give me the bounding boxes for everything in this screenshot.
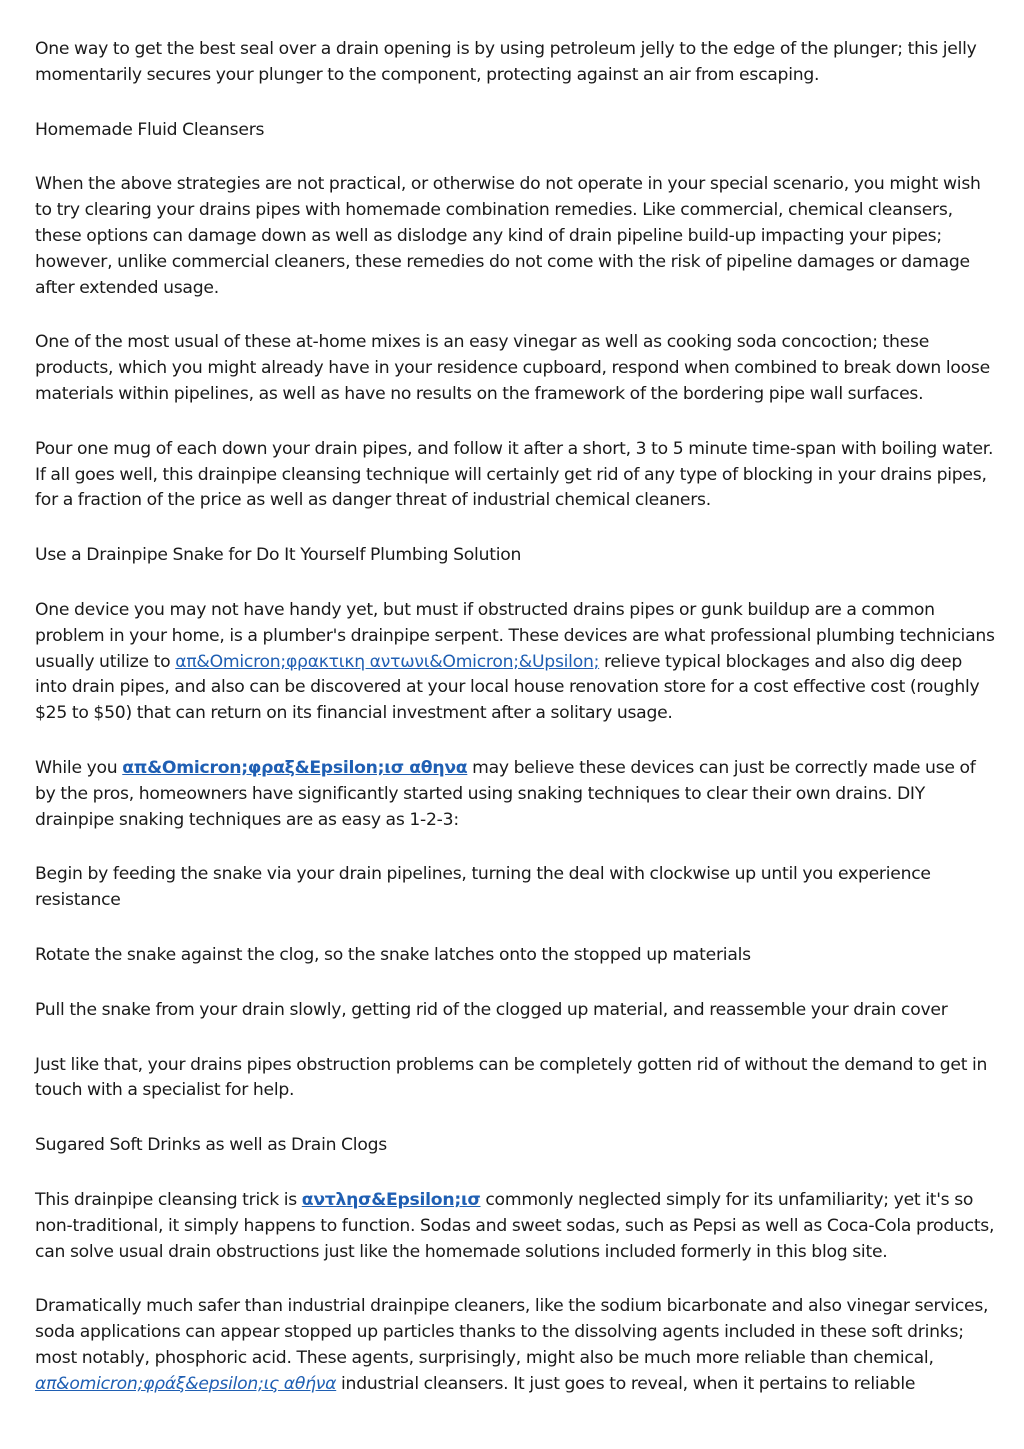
paragraph-homemade-remedies: When the above strategies are not practical, or otherwise do not operate in your special scenario, you might wish to try clearing your drains pipes with homemade combination remedies. Like commercial, chemical cleansers, these options can damage down as well as dislodge any kind of drain pipeline build-up impacting your pipes; however, unlike commercial cleaners, these remedies do not come with the risk of pipeline damages or damage after extended usage.: [35, 174, 981, 298]
paragraph-vinegar-soda: One of the most usual of these at-home mixes is an easy vinegar as well as cooking soda concoction; these products, which you might already have in your residence cupboard, respond when combined to break down loose materials within pipelines, as well as have no results on the framework of the bordering pipe wall surfaces.: [35, 332, 990, 404]
text-segment: While you: [35, 757, 123, 778]
paragraph-safer-than-industrial: [35, 1294, 995, 1397]
paragraph-just-like-that: Just like that, your drains pipes obstruction problems can be completely gotten rid of without the demand to get in touch with a specialist for help.: [35, 1054, 988, 1101]
article-body: [35, 37, 995, 1426]
paragraph-step-three: Pull the snake from your drain slowly, getting rid of the clogged up material, and reassemble your drain cover: [35, 999, 948, 1020]
text-segment: commonly neglected simply for its unfamiliarity; yet it's so non-traditional, it simply happens to function. Sodas and sweet sodas, such as Pepsi as well as Coca-Cola products, can solve usual drain obstructions just like the homemade solutions included formerly in this blog site.: [35, 1189, 995, 1262]
inline-link-pumps[interactable]: αντλησ&Epsilon;ισ: [301, 1189, 481, 1210]
inline-link-unclogging-athens[interactable]: απ&Omicron;φραξ&Epsilon;ισ αθηνα: [122, 757, 468, 778]
inline-link-unclogging[interactable]: απ&Omicron;φρακτικη αντωνι&Omicron;&Upsilon;: [175, 651, 600, 672]
heading-drainpipe-snake: Use a Drainpipe Snake for Do It Yourself Plumbing Solution: [35, 545, 522, 566]
paragraph-soda-trick: [35, 1188, 995, 1265]
text-segment: This drainpipe cleansing trick is: [35, 1189, 302, 1210]
paragraph-pour-mug: Pour one mug of each down your drain pipes, and follow it after a short, 3 to 5 minute time-span with boiling water. If all goes well, this drainpipe cleansing technique will certainly get rid of any type of blocking in your drains pipes, for a fraction of the price as well as danger threat of industrial chemical cleaners.: [35, 438, 994, 511]
text-segment: relieve typical blockages and also dig deep into drain pipes, and also can be discovered at your local house renovation store for a cost effective cost (roughly $25 to $50) that can return on its financial investment after a solitary usage.: [35, 651, 980, 724]
heading-soft-drinks: Sugared Soft Drinks as well as Drain Clogs: [35, 1135, 387, 1156]
heading-homemade-cleansers: Homemade Fluid Cleansers: [35, 119, 265, 140]
text-segment: One device you may not have handy yet, but must if obstructed drains pipes or gunk buildup are a common problem in your home, is a plumber's drainpipe serpent. These devices are what professional plumbing technicians usually utilize to: [35, 599, 995, 672]
paragraph-snake-device: [35, 598, 995, 727]
paragraph-plunger-seal: One way to get the best seal over a drain opening is by using petroleum jelly to the edge of the plunger; this jelly momentarily secures your plunger to the component, protecting against an air from escaping.: [35, 39, 977, 85]
text-segment: industrial cleansers. It just goes to reveal, when it pertains to reliable: [336, 1373, 916, 1394]
text-segment: may believe these devices can just be correctly made use of by the pros, homeowners have significantly started using snaking techniques to clear their own drains. DIY drainpipe snaking techniques are as easy as 1-2-3:: [35, 757, 976, 830]
paragraph-step-two: Rotate the snake against the clog, so the snake latches onto the stopped up materials: [35, 944, 751, 965]
paragraph-while-you: [35, 756, 995, 833]
inline-link-unclogging-athens-italic[interactable]: απ&omicron;φράξ&epsilon;ις αθήνα: [35, 1373, 337, 1394]
text-segment: Dramatically much safer than industrial drainpipe cleaners, like the sodium bicarbonate and also vinegar services, soda applications can appear stopped up particles thanks to the dissolving agents included in these soft drinks; most notably, phosphoric acid. These agents, surprisingly, might also be much more reliable than chemical,: [35, 1296, 989, 1368]
paragraph-step-one: Begin by feeding the snake via your drain pipelines, turning the deal with clockwise up until you experience resistance: [35, 864, 931, 911]
